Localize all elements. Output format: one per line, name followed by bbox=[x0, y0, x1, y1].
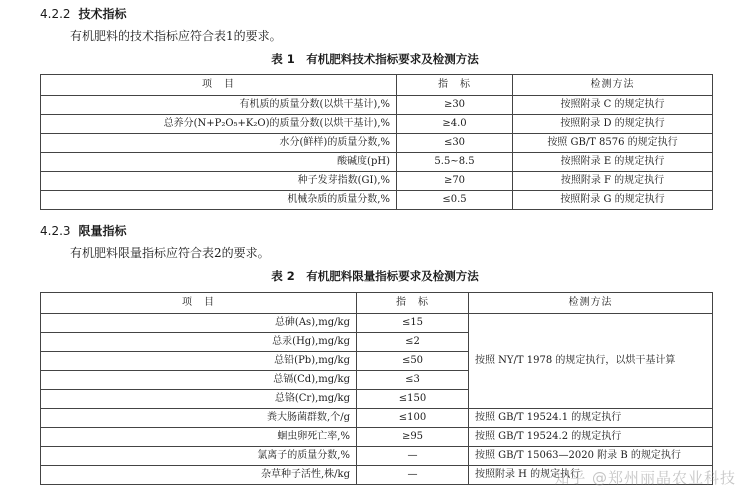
cell-value: ≤2 bbox=[357, 333, 469, 352]
table-1 bbox=[40, 74, 713, 210]
header-value: 指 标 bbox=[397, 75, 513, 96]
cell-value: ≤100 bbox=[357, 409, 469, 428]
cell-item: 总铬(Cr),mg/kg bbox=[41, 390, 357, 409]
cell-method: 按照附录 D 的规定执行 bbox=[513, 115, 713, 134]
cell-method: 按照 GB/T 19524.2 的规定执行 bbox=[469, 428, 713, 447]
cell-method: 按照 GB/T 19524.1 的规定执行 bbox=[469, 409, 713, 428]
cell-value: 5.5~8.5 bbox=[397, 153, 513, 172]
table-row bbox=[41, 428, 713, 447]
cell-item: 总养分(N+P₂O₅+K₂O)的质量分数(以烘干基计),% bbox=[41, 115, 397, 134]
cell-item: 有机质的质量分数(以烘干基计),% bbox=[41, 96, 397, 115]
table-row bbox=[41, 447, 713, 466]
cell-method-merged: 按照 NY/T 1978 的规定执行，以烘干基计算 bbox=[469, 314, 713, 409]
cell-method: 按照附录 H 的规定执行 bbox=[469, 466, 713, 485]
cell-item: 水分(鲜样)的质量分数,% bbox=[41, 134, 397, 153]
section-paragraph: 有机肥料的技术指标应符合表1的要求。 bbox=[70, 29, 282, 43]
cell-value: ≤30 bbox=[397, 134, 513, 153]
cell-item: 总汞(Hg),mg/kg bbox=[41, 333, 357, 352]
section-heading-4-2-2 bbox=[40, 5, 127, 22]
watermark: 知乎 @郑州丽晶农业科技 bbox=[554, 469, 736, 487]
cell-method: 按照附录 F 的规定执行 bbox=[513, 172, 713, 191]
cell-method: 按照附录 C 的规定执行 bbox=[513, 96, 713, 115]
section-title: 限量指标 bbox=[78, 224, 127, 238]
table-row bbox=[41, 191, 713, 210]
cell-item: 机械杂质的质量分数,% bbox=[41, 191, 397, 210]
section-title: 技术指标 bbox=[78, 7, 127, 21]
cell-item: 杂草种子活性,株/kg bbox=[41, 466, 357, 485]
table-row bbox=[41, 134, 713, 153]
cell-value: ≤15 bbox=[357, 314, 469, 333]
table-row bbox=[41, 172, 713, 191]
table-2 bbox=[40, 292, 713, 485]
cell-value: ≤3 bbox=[357, 371, 469, 390]
table-row bbox=[41, 96, 713, 115]
table-row bbox=[41, 153, 713, 172]
cell-item: 总铅(Pb),mg/kg bbox=[41, 352, 357, 371]
cell-value: ≥70 bbox=[397, 172, 513, 191]
table-header-row bbox=[41, 293, 713, 314]
header-method: 检测方法 bbox=[469, 293, 713, 314]
header-value: 指 标 bbox=[357, 293, 469, 314]
section-paragraph: 有机肥料限量指标应符合表2的要求。 bbox=[70, 246, 270, 260]
cell-method: 按照 GB/T 8576 的规定执行 bbox=[513, 134, 713, 153]
cell-item: 蛔虫卵死亡率,% bbox=[41, 428, 357, 447]
cell-value: ≥30 bbox=[397, 96, 513, 115]
cell-value: ≤150 bbox=[357, 390, 469, 409]
cell-method: 按照 GB/T 15063—2020 附录 B 的规定执行 bbox=[469, 447, 713, 466]
section-heading-4-2-3 bbox=[40, 222, 127, 239]
cell-value: — bbox=[357, 447, 469, 466]
cell-value: ≥95 bbox=[357, 428, 469, 447]
cell-item: 总砷(As),mg/kg bbox=[41, 314, 357, 333]
section-number: 4.2.3 bbox=[40, 224, 71, 238]
table-row bbox=[41, 314, 713, 333]
table1-caption: 表 1 有机肥料技术指标要求及检测方法 bbox=[271, 52, 479, 66]
cell-method: 按照附录 E 的规定执行 bbox=[513, 153, 713, 172]
cell-method: 按照附录 G 的规定执行 bbox=[513, 191, 713, 210]
cell-value: — bbox=[357, 466, 469, 485]
cell-item: 种子发芽指数(GI),% bbox=[41, 172, 397, 191]
table-header-row bbox=[41, 75, 713, 96]
header-method: 检测方法 bbox=[513, 75, 713, 96]
header-item: 项 目 bbox=[41, 75, 397, 96]
cell-value: ≤50 bbox=[357, 352, 469, 371]
section-number: 4.2.2 bbox=[40, 7, 71, 21]
cell-value: ≥4.0 bbox=[397, 115, 513, 134]
cell-item: 粪大肠菌群数,个/g bbox=[41, 409, 357, 428]
cell-item: 氯离子的质量分数,% bbox=[41, 447, 357, 466]
table-row bbox=[41, 409, 713, 428]
cell-item: 总镉(Cd),mg/kg bbox=[41, 371, 357, 390]
cell-item: 酸碱度(pH) bbox=[41, 153, 397, 172]
cell-value: ≤0.5 bbox=[397, 191, 513, 210]
table-row bbox=[41, 115, 713, 134]
table2-caption: 表 2 有机肥料限量指标要求及检测方法 bbox=[271, 269, 479, 283]
header-item: 项 目 bbox=[41, 293, 357, 314]
